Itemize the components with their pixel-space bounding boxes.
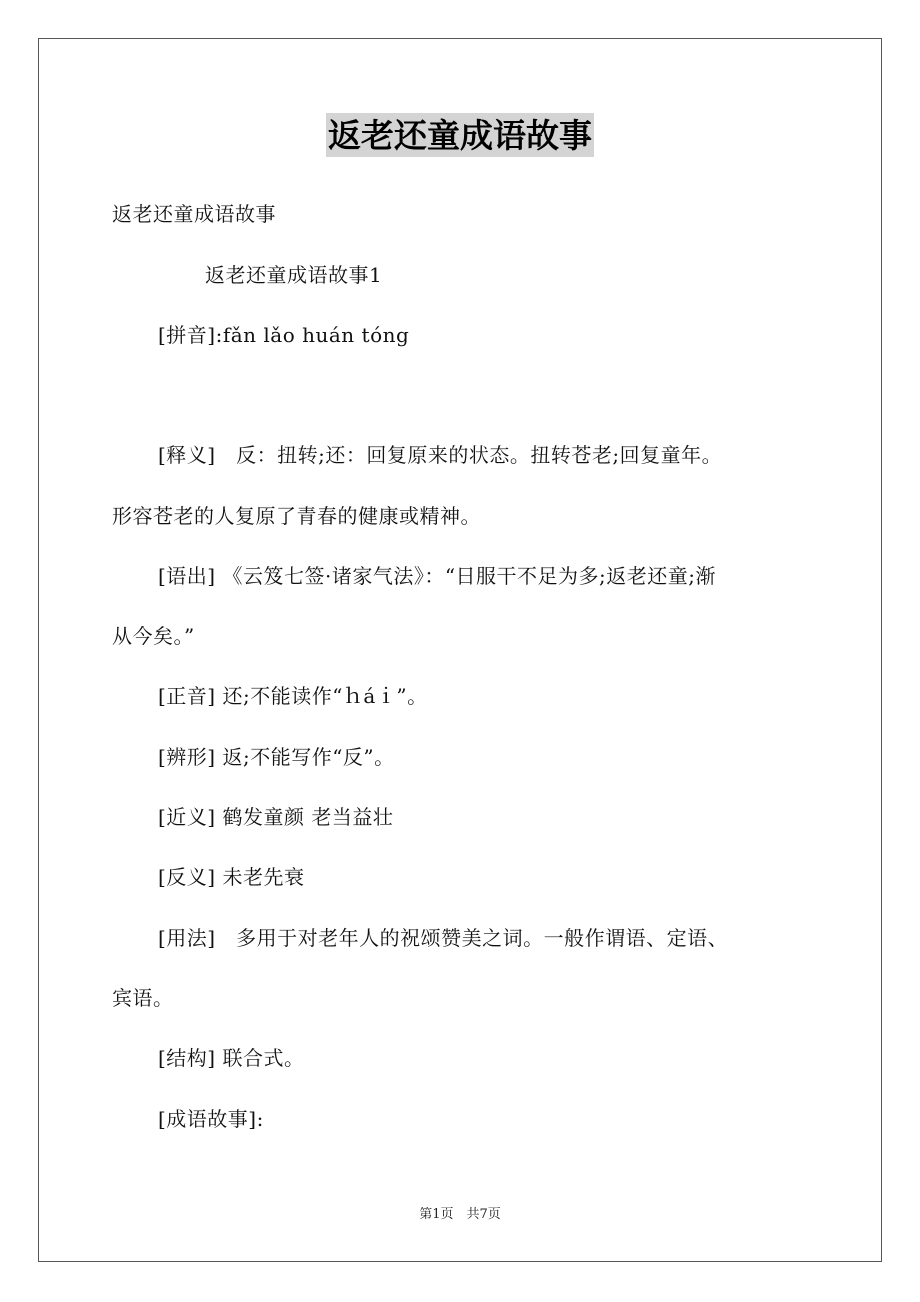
paragraph-line: 形容苍老的人复原了青春的健康或精神。 [112, 504, 481, 528]
paragraph-line: [近义] 鹤发童颜 老当益壮 [158, 805, 394, 829]
paragraph-line: [释义] 反：扭转;还：回复原来的状态。扭转苍老;回复童年。 [158, 443, 723, 467]
section-heading: 返老还童成语故事1 [205, 263, 383, 287]
paragraph-line: 宾语。 [112, 986, 174, 1010]
paragraph-line: [拼音]:fǎn lǎo huán tóng [158, 323, 410, 347]
paragraph-line: 返老还童成语故事 [112, 202, 276, 226]
paragraph-line: [语出] 《云笈七签·诸家气法》：“日服干不足为多;返老还童;渐 [158, 564, 717, 588]
paragraph-line: [结构] 联合式。 [158, 1046, 305, 1070]
paragraph-line: [辨形] 返;不能写作“反”。 [158, 745, 395, 769]
title-container [0, 113, 920, 157]
paragraph-line: [反义] 未老先衰 [158, 865, 305, 889]
document-title: 返老还童成语故事 [326, 113, 594, 157]
paragraph-line: [正音] 还;不能读作“ｈáｉ”。 [158, 684, 428, 708]
paragraph-line: [用法] 多用于对老年人的祝颂赞美之词。一般作谓语、定语、 [158, 926, 729, 950]
paragraph-line: [成语故事]: [158, 1107, 264, 1131]
page-footer: 第1页 共7页 [419, 1207, 501, 1222]
paragraph-line: 从今矣。” [112, 624, 195, 648]
